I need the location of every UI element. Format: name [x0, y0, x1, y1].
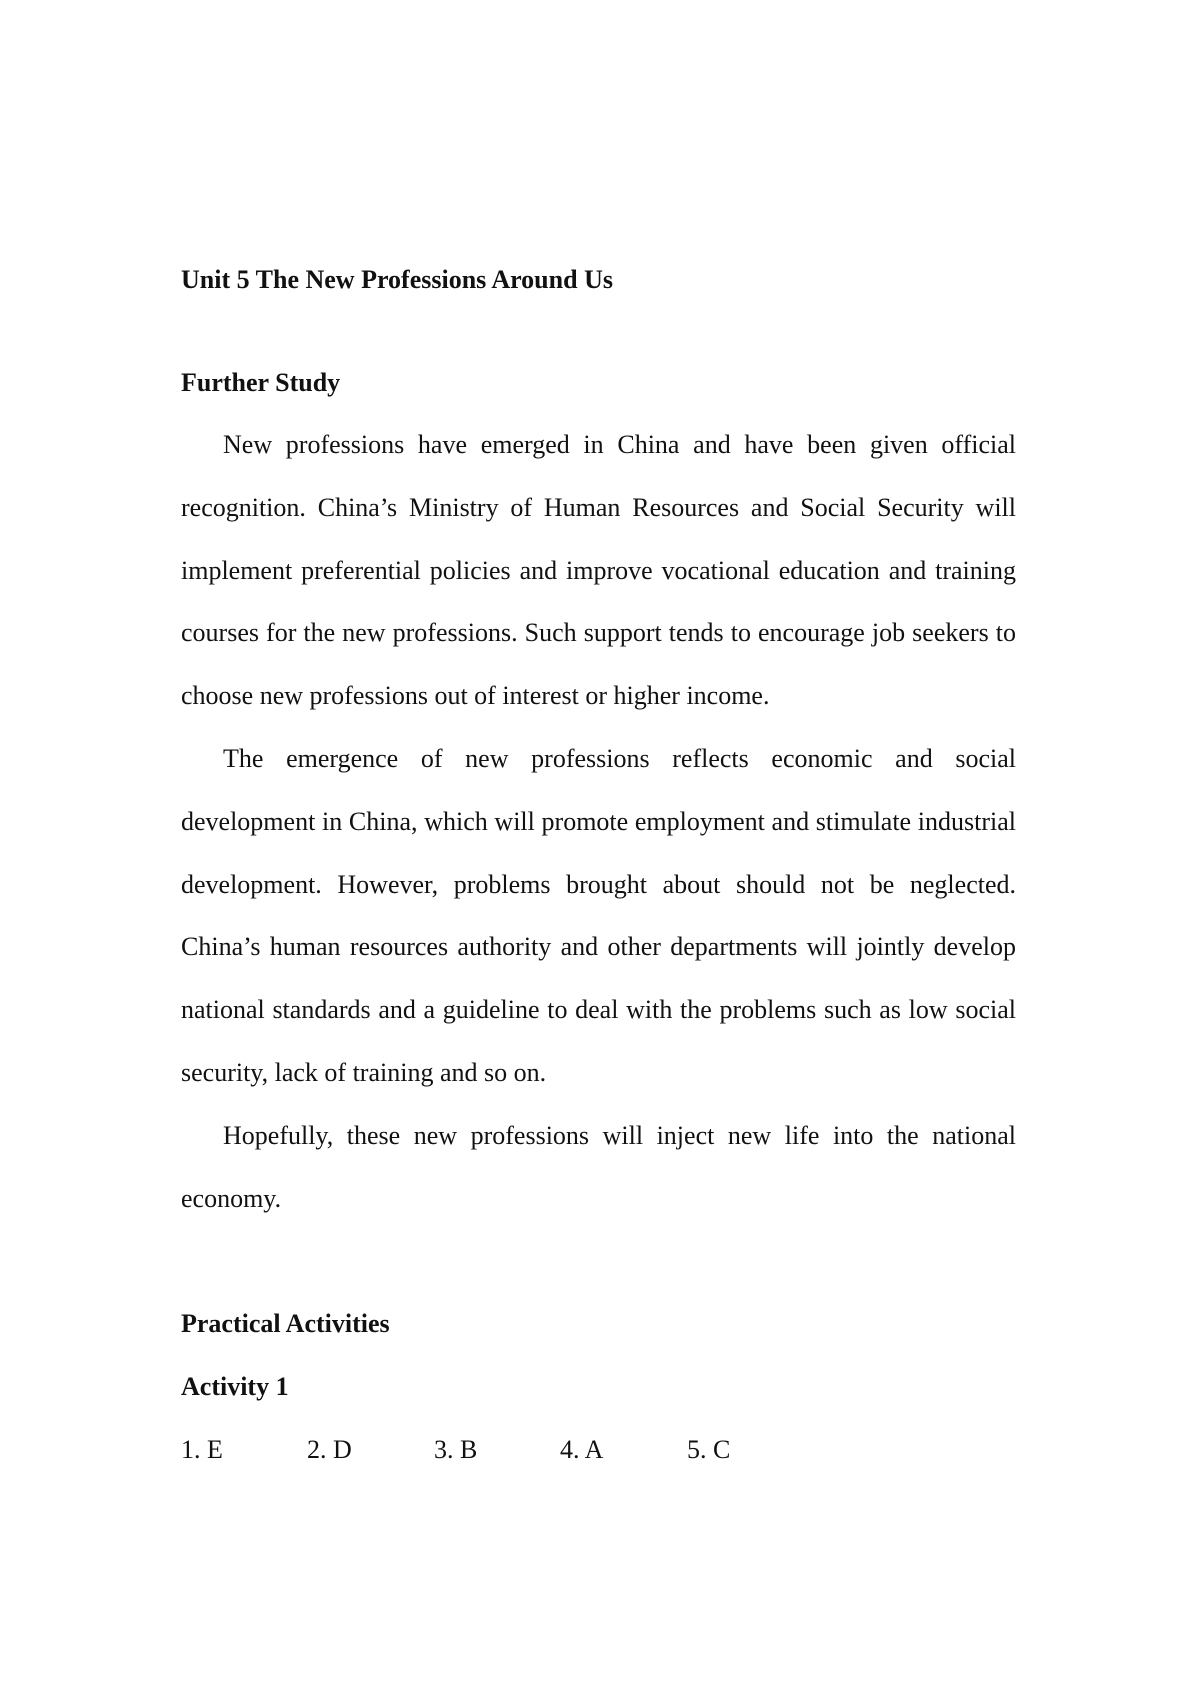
answer-item: 1. E [181, 1435, 223, 1464]
paragraph: Hopefully, these new professions will inject new life into the national economy. [181, 1120, 1016, 1213]
answer-list [181, 1433, 881, 1467]
answer-item: 3. B [434, 1435, 478, 1464]
further-study-body [181, 414, 1016, 1230]
paragraph: The emergence of new professions reflects economic and social development in China, which will promote employment and stimulate industrial development. However, problems brought about should not be neglected. China’s human resources authority and other departments will jointly develop national standards and a guideline to deal with the problems such as low social security, lack of training and so on. [181, 743, 1016, 1087]
unit-title: Unit 5 The New Professions Around Us [181, 265, 613, 294]
practical-activities-heading: Practical Activities [181, 1309, 390, 1338]
answer-item: 4. A [560, 1435, 604, 1464]
answer-item: 5. C [687, 1435, 731, 1464]
document-page [181, 0, 1016, 1684]
answer-item: 2. D [307, 1435, 352, 1464]
further-study-heading: Further Study [181, 368, 341, 397]
activity-1-heading: Activity 1 [181, 1372, 289, 1401]
paragraph: New professions have emerged in China and have been given official recognition. China’s Ministry of Human Resources and Social Security will implement preferential policies and improve vocational education and training courses for the new professions. Such support tends to encourage job seekers to choose new professions out of interest or higher income. [181, 430, 1016, 711]
